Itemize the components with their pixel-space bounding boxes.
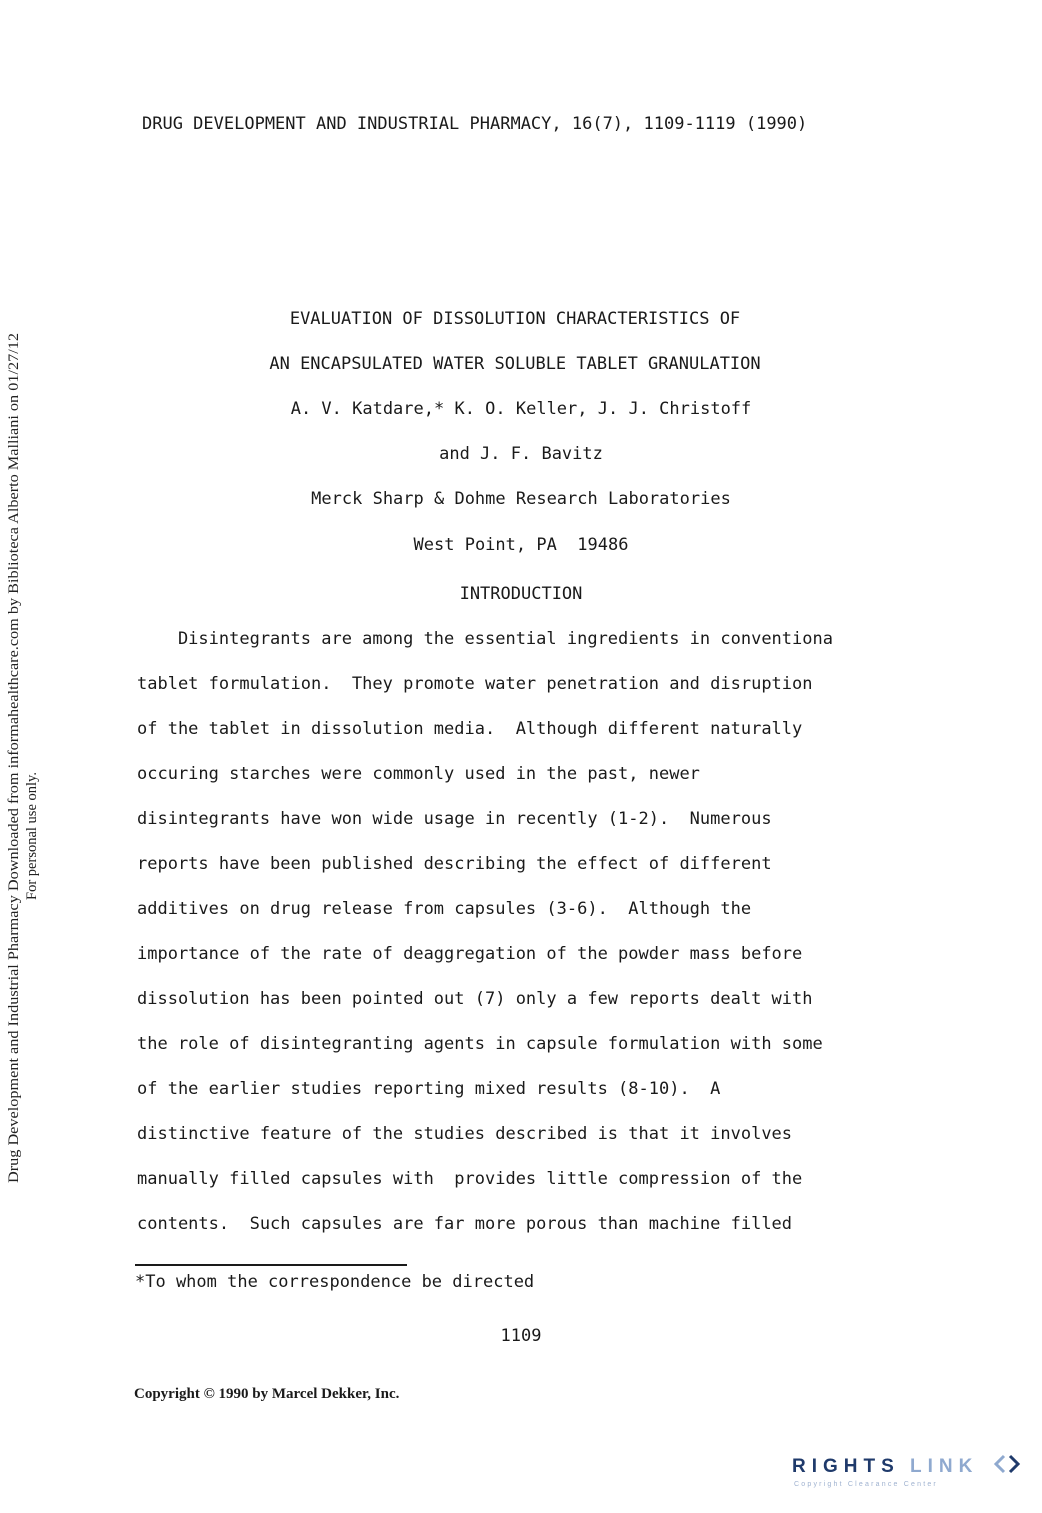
rightslink-logo-dark-text: RIGHTS: [792, 1456, 900, 1477]
body-text-line: the role of disintegranting agents in capsule formulation with some: [137, 1034, 823, 1054]
page-number: 1109: [500, 1326, 542, 1346]
body-text-line: additives on drug release from capsules (3-6). Although the: [137, 899, 752, 919]
watermark-line-1: Drug Development and Industrial Pharmacy Downloaded from informahealthcare.com by Biblioteca Alberto Malliani on 01/27/12: [6, 424, 22, 1183]
body-text-line: reports have been published describing the effect of different: [137, 854, 772, 874]
affiliation-address: West Point, PA 19486: [413, 535, 629, 555]
rightslink-chevron-icon: [996, 1456, 1018, 1472]
body-text-line: of the tablet in dissolution media. Although different naturally: [137, 719, 803, 739]
article-title-line-2: AN ENCAPSULATED WATER SOLUBLE TABLET GRANULATION: [269, 354, 761, 374]
body-text-line: tablet formulation. They promote water penetration and disruption: [137, 674, 813, 694]
download-watermark: [0, 318, 44, 1198]
authors-line-2: and J. F. Bavitz: [439, 444, 603, 464]
rightslink-logo-subtitle: Copyright Clearance Center: [794, 1481, 938, 1488]
authors-line-1: A. V. Katdare,* K. O. Keller, J. J. Christoff: [290, 399, 752, 419]
body-text-line: importance of the rate of deaggregation of the powder mass before: [137, 944, 803, 964]
body-text-line: distinctive feature of the studies described is that it involves: [137, 1124, 793, 1144]
body-text-line: Disintegrants are among the essential ingredients in conventiona: [137, 629, 833, 649]
footnote: *To whom the correspondence be directed: [135, 1272, 535, 1292]
body-text-line: contents. Such capsules are far more porous than machine filled: [137, 1214, 793, 1234]
rightslink-logo-light-text: LINK: [910, 1456, 979, 1477]
body-text-line: occuring starches were commonly used in the past, newer: [137, 764, 700, 784]
rightslink-logo: [790, 1452, 1026, 1492]
body-text-line: of the earlier studies reporting mixed results (8-10). A: [137, 1079, 721, 1099]
body-text-line: manually filled capsules with provides little compression of the: [137, 1169, 803, 1189]
footnote-rule: [135, 1264, 407, 1266]
section-heading-introduction: INTRODUCTION: [459, 584, 583, 604]
affiliation: Merck Sharp & Dohme Research Laboratories: [311, 489, 731, 509]
copyright-notice: Copyright © 1990 by Marcel Dekker, Inc.: [134, 1386, 400, 1402]
body-text-line: disintegrants have won wide usage in recently (1-2). Numerous: [137, 809, 772, 829]
article-title-line-1: EVALUATION OF DISSOLUTION CHARACTERISTICS OF: [289, 309, 741, 329]
watermark-line-2: For personal use only.: [24, 772, 40, 900]
body-text-line: dissolution has been pointed out (7) only a few reports dealt with: [137, 989, 813, 1009]
running-header: DRUG DEVELOPMENT AND INDUSTRIAL PHARMACY, 16(7), 1109-1119 (1990): [142, 114, 808, 134]
